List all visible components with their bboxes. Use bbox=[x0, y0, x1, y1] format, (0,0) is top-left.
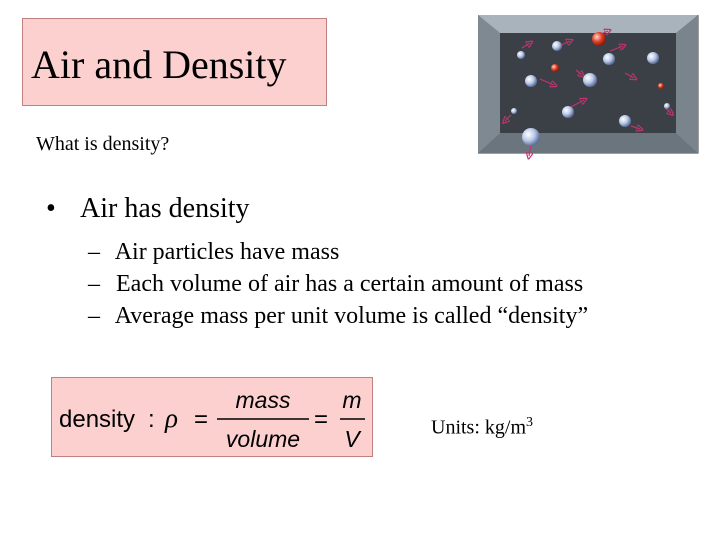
formula-equals-2: = bbox=[314, 406, 329, 433]
sub-bullet-list bbox=[88, 236, 588, 332]
formula-rho: ρ bbox=[165, 403, 178, 433]
formula-svg bbox=[52, 378, 374, 458]
sub-bullet-text: Each volume of air has a certain amount of mass bbox=[116, 271, 584, 297]
formula-denominator-volume: volume bbox=[225, 426, 301, 452]
blue-particle bbox=[552, 41, 562, 51]
dash-icon: – bbox=[88, 271, 100, 297]
slide-title: Air and Density bbox=[31, 42, 287, 87]
sub-bullet-text: Air particles have mass bbox=[114, 239, 340, 265]
blue-particle bbox=[583, 73, 597, 87]
units-exponent: 3 bbox=[526, 415, 534, 430]
title-box bbox=[22, 18, 327, 106]
box-top-wall bbox=[478, 15, 698, 33]
blue-particle bbox=[562, 106, 574, 118]
formula-equals-1: = bbox=[194, 406, 209, 433]
dash-icon: – bbox=[88, 303, 100, 329]
units-text: Units: kg/m bbox=[431, 416, 527, 439]
blue-particle bbox=[511, 108, 517, 114]
box-bottom-wall bbox=[478, 133, 698, 153]
formula-numerator-m: m bbox=[342, 387, 362, 413]
sub-bullet-text: Average mass per unit volume is called “density” bbox=[114, 303, 589, 329]
red-particle bbox=[592, 32, 606, 46]
sub-bullet-item bbox=[88, 268, 588, 300]
formula-colon: : bbox=[148, 406, 155, 433]
sub-bullet-item bbox=[88, 300, 588, 332]
blue-particle bbox=[517, 51, 525, 59]
formula-denominator-v: V bbox=[344, 426, 360, 452]
slide-subtitle: What is density? bbox=[36, 133, 170, 155]
dash-icon: – bbox=[88, 239, 100, 265]
blue-particle bbox=[522, 128, 540, 146]
bullet-dot-icon: • bbox=[46, 193, 56, 224]
blue-particle bbox=[603, 53, 615, 65]
sub-bullet-item bbox=[88, 236, 588, 268]
formula-lhs: density bbox=[59, 406, 136, 433]
units-label bbox=[431, 415, 533, 440]
box-right-wall bbox=[676, 15, 698, 153]
blue-particle bbox=[647, 52, 659, 64]
blue-particle bbox=[619, 115, 631, 127]
blue-particle bbox=[664, 103, 670, 109]
particles-in-box-illustration bbox=[478, 15, 700, 163]
blue-particle bbox=[525, 75, 537, 87]
density-formula bbox=[51, 377, 373, 457]
formula-numerator-mass: mass bbox=[235, 387, 291, 413]
red-particle bbox=[551, 64, 559, 72]
main-bullet-text: Air has density bbox=[80, 193, 250, 224]
red-particle bbox=[658, 83, 664, 89]
main-bullet bbox=[46, 193, 250, 225]
box-left-wall bbox=[478, 15, 500, 153]
